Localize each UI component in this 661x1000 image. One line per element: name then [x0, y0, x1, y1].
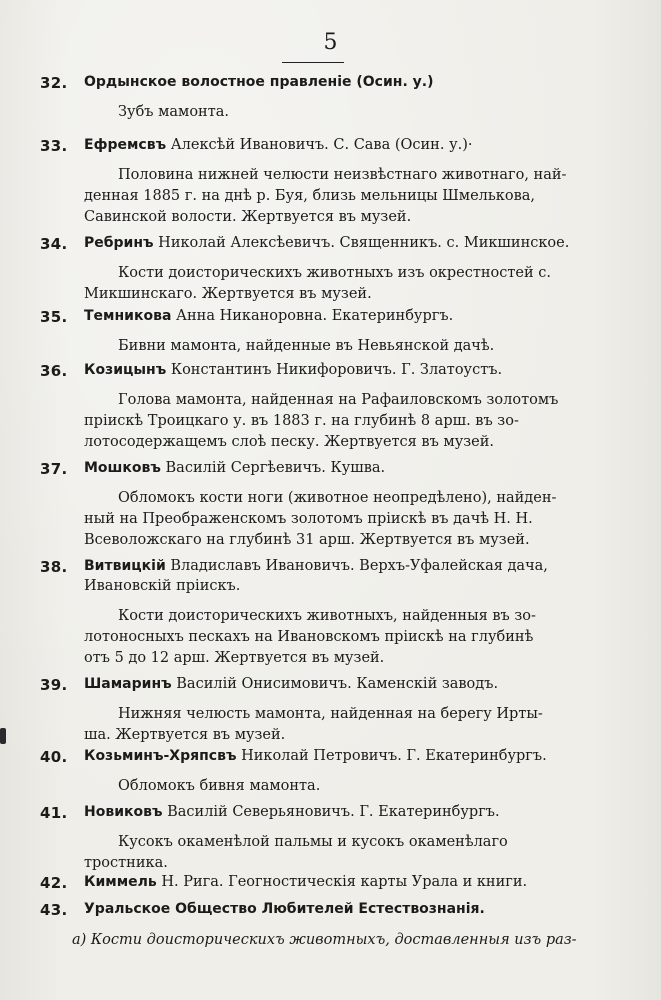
entry-description — [84, 390, 564, 453]
entry-description — [84, 488, 564, 551]
page-number: 5 — [323, 30, 338, 55]
description-line: Обломокъ кости ноги (животное неопредѣлено), найден- — [118, 490, 557, 506]
entry-number: 40. — [40, 748, 68, 766]
entry-description — [84, 102, 598, 123]
entry-description — [84, 336, 598, 357]
entry-description — [84, 832, 564, 874]
donor-details-continued: Ивановскій пріискъ. — [84, 578, 241, 594]
donor-surname: Ефремсвъ — [84, 137, 167, 153]
description-line: Кости доисторическихъ животныхъ изъ окрестностей с. — [118, 265, 551, 281]
donor-details: Василій Онисимовичъ. Каменскій заводъ. — [176, 676, 499, 692]
description-line: Кусокъ окаменѣлой пальмы и кусокъ окаменѣлаго — [118, 834, 508, 850]
entry-heading-continuation — [84, 576, 644, 596]
description-line: Половина нижней челюсти неизвѣстнаго животнаго, най- — [118, 167, 567, 183]
description-line: Обломокъ бивня мамонта. — [118, 778, 321, 794]
entry-description — [84, 263, 564, 305]
entry-heading — [84, 233, 644, 253]
description-line: Голова мамонта, найденная на Рафаиловскомъ золотомъ — [118, 392, 559, 408]
entry-heading — [84, 458, 644, 478]
donor-details: Николай Петровичъ. Г. Екатеринбургъ. — [241, 748, 547, 764]
entry-number: 38. — [40, 558, 68, 576]
entry-heading — [84, 872, 644, 892]
description-line: Кости доисторическихъ животныхъ, найденныя въ зо- — [118, 608, 536, 624]
description-line: лотоносныхъ пескахъ на Ивановскомъ пріискѣ на глубинѣ — [84, 629, 534, 645]
donor-surname: Ребринъ — [84, 235, 154, 251]
description-line: пріискѣ Троицкаго у. въ 1883 г. на глубинѣ 8 арш. въ зо- — [84, 413, 519, 429]
donor-surname: Шамаринъ — [84, 676, 172, 692]
donor-surname: Киммель — [84, 874, 157, 890]
entry-number: 35. — [40, 308, 68, 326]
entry-number: 42. — [40, 874, 68, 892]
donor-details: Василій Северьяновичъ. Г. Екатеринбургъ. — [167, 804, 500, 820]
entry-description — [84, 165, 567, 228]
donor-details: Константинъ Никифоровичъ. Г. Златоустъ. — [170, 362, 503, 378]
donor-details: Анна Никаноровна. Екатеринбургъ. — [176, 308, 454, 324]
entry-number: 36. — [40, 362, 68, 380]
entry-heading — [84, 306, 644, 326]
description-line: Зубъ мамонта. — [118, 104, 230, 120]
donor-details: Н. Рига. Геогностическія карты Урала и книги. — [161, 874, 528, 890]
donor-surname: Витвицкій — [84, 558, 166, 574]
entry-heading — [84, 556, 644, 576]
entry-number: 32. — [40, 74, 68, 92]
donor-details: Владиславъ Ивановичъ. Верхъ-Уфалейская дача, — [170, 558, 548, 574]
donor-surname: Мошковъ — [84, 460, 161, 476]
description-line: отъ 5 до 12 арш. Жертвуется въ музей. — [84, 650, 385, 666]
description-line: Бивни мамонта, найденные въ Невьянской дачѣ. — [118, 338, 495, 354]
entry-heading-text: Ордынское волостное правленіе (Осин. у.) — [84, 74, 434, 90]
donor-surname: Козицынъ — [84, 362, 167, 378]
entry-number: 33. — [40, 137, 68, 155]
entry-heading — [84, 899, 644, 919]
description-line: Всеволожскаго на глубинѣ 31 арш. Жертвуется въ музей. — [84, 532, 530, 548]
donor-details: Василій Сергѣевичъ. Кушва. — [165, 460, 386, 476]
donor-details: Алексѣй Ивановичъ. С. Сава (Осин. у.)· — [170, 137, 473, 153]
continuation-line: а) Кости доисторическихъ животныхъ, доставленныя изъ раз- — [72, 932, 577, 948]
description-line: тростника. — [84, 855, 168, 871]
donor-surname: Темникова — [84, 308, 172, 324]
description-line: ный на Преображенскомъ золотомъ пріискѣ въ дачѣ Н. Н. — [84, 511, 533, 527]
description-line: Савинской волости. Жертвуется въ музей. — [84, 209, 412, 225]
entry-description — [84, 776, 598, 797]
entry-description — [84, 704, 564, 746]
entry-heading — [84, 802, 644, 822]
description-line: Нижняя челюсть мамонта, найденная на берегу Ирты- — [118, 706, 543, 722]
donor-surname: Новиковъ — [84, 804, 163, 820]
page-number-rule — [282, 62, 344, 63]
description-line: лотосодержащемъ слоѣ песку. Жертвуется въ музей. — [84, 434, 495, 450]
donor-details: Николай Алексѣевичъ. Священникъ. с. Микшинское. — [158, 235, 570, 251]
description-line: ша. Жертвуется въ музей. — [84, 727, 286, 743]
entry-number: 39. — [40, 676, 68, 694]
entry-number: 34. — [40, 235, 68, 253]
entry-number: 37. — [40, 460, 68, 478]
entry-number: 41. — [40, 804, 68, 822]
entry-heading-text: Уральское Общество Любителей Естествознанія. — [84, 901, 485, 917]
entry-heading — [84, 360, 644, 380]
entry-heading — [84, 135, 644, 155]
scan-edge-mark — [0, 728, 6, 744]
entry-heading — [84, 674, 644, 694]
entry-description — [84, 606, 564, 669]
description-line: денная 1885 г. на днѣ р. Буя, близь мельницы Шмелькова, — [84, 188, 535, 204]
donor-surname: Козьминъ-Хряпсвъ — [84, 748, 237, 764]
description-line: Микшинскаго. Жертвуется въ музей. — [84, 286, 372, 302]
entry-heading — [84, 72, 644, 92]
entry-heading — [84, 746, 644, 766]
entry-number: 43. — [40, 901, 68, 919]
